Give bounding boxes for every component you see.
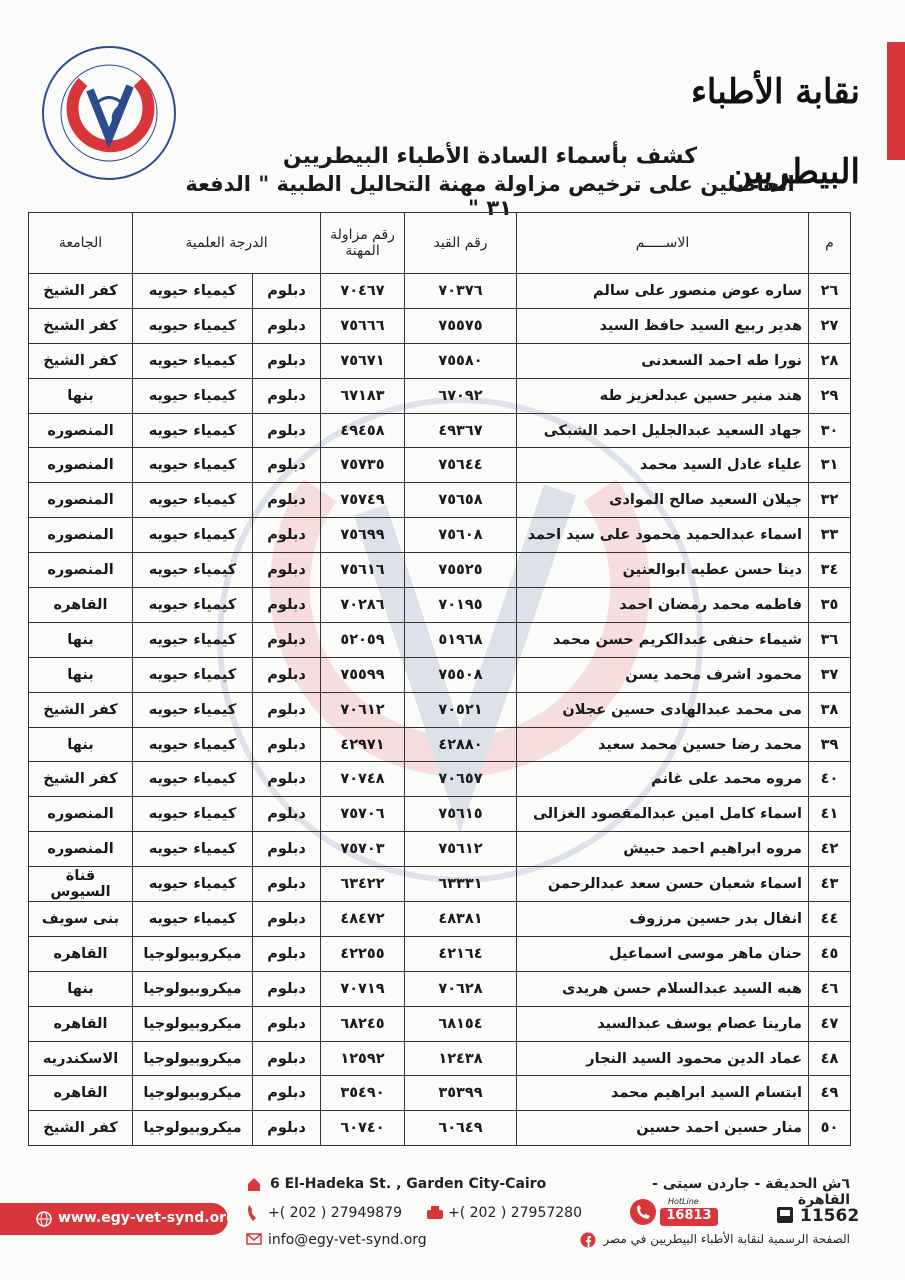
row-license-number: ١٢٥٩٢ — [321, 1041, 405, 1076]
col-header-reg: رقم القيد — [405, 213, 517, 274]
row-university: المنصوره — [29, 553, 133, 588]
table-row — [29, 692, 851, 727]
table-row — [29, 553, 851, 588]
row-number: ٣٣ — [809, 518, 851, 553]
row-name: جيلان السعيد صالح الموادى — [517, 483, 809, 518]
fax-number[interactable]: +( 202 ) 27957280 — [448, 1205, 582, 1221]
row-university: القاهره — [29, 936, 133, 971]
row-license-number: ٤٩٤٥٨ — [321, 413, 405, 448]
row-license-number: ٤٢٢٥٥ — [321, 936, 405, 971]
table-row — [29, 413, 851, 448]
row-degree: دبلوم — [253, 483, 321, 518]
website-link[interactable]: www.egy-vet-synd.org — [58, 1210, 237, 1226]
row-university: القاهره — [29, 588, 133, 623]
row-registration-number: ٧٥٥٨٠ — [405, 343, 517, 378]
address-en: 6 El-Hadeka St. , Garden City-Cairo — [270, 1176, 547, 1192]
hotline-phone-icon — [628, 1197, 658, 1227]
row-degree: دبلوم — [253, 274, 321, 309]
col-header-license: رقم مزاولة المهنة — [321, 213, 405, 274]
row-degree: دبلوم — [253, 657, 321, 692]
row-registration-number: ٧٥٦١٥ — [405, 797, 517, 832]
row-degree: دبلوم — [253, 448, 321, 483]
row-registration-number: ٥١٩٦٨ — [405, 622, 517, 657]
row-university: بنها — [29, 971, 133, 1006]
row-university: بنها — [29, 657, 133, 692]
hotline-label: HotLine — [668, 1197, 699, 1206]
row-name: منار حسين احمد حسين — [517, 1111, 809, 1146]
table-row — [29, 622, 851, 657]
row-specialty: كيمياء حيويه — [133, 832, 253, 867]
row-degree: دبلوم — [253, 622, 321, 657]
document-heading: كشف بأسماء السادة الأطباء البيطريين — [282, 144, 698, 169]
row-number: ٢٨ — [809, 343, 851, 378]
row-degree: دبلوم — [253, 343, 321, 378]
row-license-number: ٧٥٧٠٣ — [321, 832, 405, 867]
row-number: ٤٧ — [809, 1006, 851, 1041]
row-license-number: ٧٠٤٦٧ — [321, 274, 405, 309]
row-registration-number: ٦٨١٥٤ — [405, 1006, 517, 1041]
row-university: كفر الشيخ — [29, 762, 133, 797]
col-header-university: الجامعة — [29, 213, 133, 274]
row-name: اسماء كامل امين عبدالمقصود الغزالى — [517, 797, 809, 832]
table-row — [29, 902, 851, 937]
row-number: ٤٥ — [809, 936, 851, 971]
row-number: ٣٧ — [809, 657, 851, 692]
row-number: ٤٩ — [809, 1076, 851, 1111]
row-specialty: كيمياء حيويه — [133, 274, 253, 309]
row-name: هند منير حسين عبدلعزيز طه — [517, 378, 809, 413]
row-license-number: ٦٨٢٤٥ — [321, 1006, 405, 1041]
table-row — [29, 1041, 851, 1076]
short-number-icon — [776, 1206, 794, 1224]
row-degree: دبلوم — [253, 378, 321, 413]
row-license-number: ٧٥٧٤٩ — [321, 483, 405, 518]
row-specialty: كيمياء حيويه — [133, 797, 253, 832]
row-degree: دبلوم — [253, 936, 321, 971]
row-registration-number: ٦٧٠٩٢ — [405, 378, 517, 413]
row-specialty: كيمياء حيويه — [133, 413, 253, 448]
row-name: نورا طه احمد السعدنى — [517, 343, 809, 378]
row-specialty: كيمياء حيويه — [133, 378, 253, 413]
mail-icon — [246, 1233, 262, 1245]
table-row — [29, 867, 851, 902]
row-university: المنصوره — [29, 797, 133, 832]
row-license-number: ٦٧١٨٣ — [321, 378, 405, 413]
row-specialty: كيمياء حيويه — [133, 762, 253, 797]
phone-number[interactable]: +( 202 ) 27949879 — [268, 1205, 402, 1221]
row-license-number: ٦٣٤٢٢ — [321, 867, 405, 902]
row-license-number: ٧٥٦٩٩ — [321, 518, 405, 553]
row-specialty: ميكروبيولوجيا — [133, 1006, 253, 1041]
home-icon — [246, 1176, 262, 1192]
row-university: الاسكندريه — [29, 1041, 133, 1076]
table-row — [29, 1111, 851, 1146]
table-row — [29, 378, 851, 413]
row-name: هبه السيد عبدالسلام حسن هريدى — [517, 971, 809, 1006]
row-specialty: كيمياء حيويه — [133, 692, 253, 727]
table-row — [29, 727, 851, 762]
table-row — [29, 657, 851, 692]
row-license-number: ٥٢٠٥٩ — [321, 622, 405, 657]
red-accent-strip — [887, 42, 905, 160]
row-degree: دبلوم — [253, 762, 321, 797]
row-university: المنصوره — [29, 832, 133, 867]
row-registration-number: ٧٥٦٥٨ — [405, 483, 517, 518]
row-number: ٣٦ — [809, 622, 851, 657]
row-number: ٢٧ — [809, 308, 851, 343]
table-row — [29, 483, 851, 518]
row-name: انفال بدر حسين مرزوف — [517, 902, 809, 937]
address-ar: ٦ش الحديقة - جاردن سيتى - القاهرة — [652, 1176, 850, 1208]
table-row — [29, 797, 851, 832]
facebook-page-text[interactable]: الصفحة الرسمية لنقابة الأطباء البيطريين في مصر — [603, 1232, 850, 1246]
row-license-number: ٤٨٤٧٢ — [321, 902, 405, 937]
row-registration-number: ٧٥٥٢٥ — [405, 553, 517, 588]
row-degree: دبلوم — [253, 518, 321, 553]
row-university: بنها — [29, 622, 133, 657]
col-header-num: م — [809, 213, 851, 274]
row-name: عماد الدين محمود السيد النجار — [517, 1041, 809, 1076]
row-specialty: كيمياء حيويه — [133, 343, 253, 378]
row-registration-number: ٦٠٦٤٩ — [405, 1111, 517, 1146]
row-specialty: كيمياء حيويه — [133, 727, 253, 762]
row-license-number: ٧٠٧٤٨ — [321, 762, 405, 797]
row-degree: دبلوم — [253, 413, 321, 448]
row-name: اسماء عبدالحميد محمود على سيد احمد — [517, 518, 809, 553]
row-specialty: كيمياء حيويه — [133, 483, 253, 518]
row-name: مروه ابراهيم احمد حبيش — [517, 832, 809, 867]
row-license-number: ٣٥٤٩٠ — [321, 1076, 405, 1111]
row-degree: دبلوم — [253, 971, 321, 1006]
row-name: مارينا عصام يوسف عبدالسيد — [517, 1006, 809, 1041]
row-specialty: ميكروبيولوجيا — [133, 1041, 253, 1076]
row-registration-number: ٣٥٣٩٩ — [405, 1076, 517, 1111]
row-registration-number: ٧٠١٩٥ — [405, 588, 517, 623]
row-number: ٣٤ — [809, 553, 851, 588]
row-number: ٤٠ — [809, 762, 851, 797]
row-name: حنان ماهر موسى اسماعيل — [517, 936, 809, 971]
row-registration-number: ٤٢٨٨٠ — [405, 727, 517, 762]
row-specialty: كيمياء حيويه — [133, 588, 253, 623]
row-registration-number: ٧٥٦٠٨ — [405, 518, 517, 553]
row-university: المنصوره — [29, 413, 133, 448]
row-number: ٣٨ — [809, 692, 851, 727]
row-degree: دبلوم — [253, 1006, 321, 1041]
row-specialty: كيمياء حيويه — [133, 622, 253, 657]
row-license-number: ٧٥٧٣٥ — [321, 448, 405, 483]
table-row — [29, 518, 851, 553]
row-degree: دبلوم — [253, 902, 321, 937]
table-row — [29, 588, 851, 623]
row-university: قناة السيوس — [29, 867, 133, 902]
row-specialty: ميكروبيولوجيا — [133, 1076, 253, 1111]
hotline-number[interactable]: 16813 — [660, 1208, 718, 1226]
row-registration-number: ٤٨٣٨١ — [405, 902, 517, 937]
table-row — [29, 308, 851, 343]
row-university: القاهره — [29, 1076, 133, 1111]
row-degree: دبلوم — [253, 1076, 321, 1111]
row-degree: دبلوم — [253, 1111, 321, 1146]
row-registration-number: ٧٥٦٤٤ — [405, 448, 517, 483]
row-number: ٥٠ — [809, 1111, 851, 1146]
row-university: كفر الشيخ — [29, 343, 133, 378]
short-number[interactable]: 11562 — [800, 1206, 860, 1226]
row-university: بنى سويف — [29, 902, 133, 937]
row-name: ابتسام السيد ابراهيم محمد — [517, 1076, 809, 1111]
row-license-number: ٧٥٧٠٦ — [321, 797, 405, 832]
row-degree: دبلوم — [253, 1041, 321, 1076]
row-registration-number: ٤٩٣٦٧ — [405, 413, 517, 448]
row-number: ٣٥ — [809, 588, 851, 623]
row-specialty: كيمياء حيويه — [133, 657, 253, 692]
row-university: كفر الشيخ — [29, 308, 133, 343]
row-number: ٣٠ — [809, 413, 851, 448]
row-registration-number: ٧٥٥٧٥ — [405, 308, 517, 343]
row-number: ٣٩ — [809, 727, 851, 762]
row-registration-number: ٧٠٦٥٧ — [405, 762, 517, 797]
row-name: فاطمه محمد رمضان احمد — [517, 588, 809, 623]
row-name: هدير ربيع السيد حافظ السيد — [517, 308, 809, 343]
row-specialty: كيمياء حيويه — [133, 553, 253, 588]
table-row — [29, 448, 851, 483]
facebook-icon — [580, 1232, 596, 1248]
row-registration-number: ٧٠٥٢١ — [405, 692, 517, 727]
row-name: اسماء شعبان حسن سعد عبدالرحمن — [517, 867, 809, 902]
table-row — [29, 343, 851, 378]
row-registration-number: ٦٣٣٣١ — [405, 867, 517, 902]
row-name: ساره عوض منصور على سالم — [517, 274, 809, 309]
row-university: كفر الشيخ — [29, 1111, 133, 1146]
row-specialty: كيمياء حيويه — [133, 308, 253, 343]
row-degree: دبلوم — [253, 832, 321, 867]
syndicate-logo — [38, 42, 180, 184]
table-row — [29, 274, 851, 309]
table-row — [29, 1076, 851, 1111]
row-registration-number: ٤٢١٦٤ — [405, 936, 517, 971]
row-license-number: ٧٥٦٦٦ — [321, 308, 405, 343]
row-license-number: ٤٢٩٧١ — [321, 727, 405, 762]
row-university: كفر الشيخ — [29, 692, 133, 727]
document-subheading: الحاصلين على ترخيص مزاولة مهنة التحاليل الطبية " الدفعة ٣١ " — [185, 172, 795, 220]
row-name: دينا حسن عطيه ابوالعنين — [517, 553, 809, 588]
row-university: المنصوره — [29, 448, 133, 483]
row-degree: دبلوم — [253, 797, 321, 832]
row-license-number: ٧٠٢٨٦ — [321, 588, 405, 623]
email-link[interactable]: info@egy-vet-synd.org — [268, 1232, 427, 1248]
row-university: بنها — [29, 727, 133, 762]
row-specialty: ميكروبيولوجيا — [133, 936, 253, 971]
row-registration-number: ٧٥٥٠٨ — [405, 657, 517, 692]
row-number: ٤٦ — [809, 971, 851, 1006]
table-row — [29, 762, 851, 797]
row-university: المنصوره — [29, 518, 133, 553]
row-registration-number: ٧٠٦٢٨ — [405, 971, 517, 1006]
row-name: مروه محمد على غانم — [517, 762, 809, 797]
row-license-number: ٧٥٦١٦ — [321, 553, 405, 588]
row-number: ٢٩ — [809, 378, 851, 413]
row-name: مى محمد عبدالهادى حسين عجلان — [517, 692, 809, 727]
col-header-name: الاســـــم — [517, 213, 809, 274]
table-row — [29, 1006, 851, 1041]
row-university: القاهره — [29, 1006, 133, 1041]
row-number: ٣٢ — [809, 483, 851, 518]
row-university: المنصوره — [29, 483, 133, 518]
row-number: ٢٦ — [809, 274, 851, 309]
row-number: ٤١ — [809, 797, 851, 832]
row-number: ٣١ — [809, 448, 851, 483]
table-row — [29, 832, 851, 867]
row-license-number: ٦٠٧٤٠ — [321, 1111, 405, 1146]
col-header-degree: الدرجة العلمية — [133, 213, 321, 274]
row-number: ٤٨ — [809, 1041, 851, 1076]
row-university: بنها — [29, 378, 133, 413]
row-specialty: كيمياء حيويه — [133, 518, 253, 553]
syndicate-title: نقابة الأطباء البيطريين — [690, 72, 860, 192]
row-university: كفر الشيخ — [29, 274, 133, 309]
row-degree: دبلوم — [253, 867, 321, 902]
row-license-number: ٧٠٧١٩ — [321, 971, 405, 1006]
table-header-row — [29, 213, 851, 274]
row-degree: دبلوم — [253, 308, 321, 343]
row-license-number: ٧٥٦٧١ — [321, 343, 405, 378]
row-degree: دبلوم — [253, 588, 321, 623]
globe-icon — [36, 1211, 52, 1227]
fax-icon — [426, 1205, 444, 1221]
row-specialty: كيمياء حيويه — [133, 448, 253, 483]
row-degree: دبلوم — [253, 692, 321, 727]
table-row — [29, 936, 851, 971]
table-row — [29, 971, 851, 1006]
row-number: ٤٢ — [809, 832, 851, 867]
row-name: شيماء حنفى عبدالكريم حسن محمد — [517, 622, 809, 657]
phone-icon — [246, 1204, 260, 1222]
row-registration-number: ٧٥٦١٢ — [405, 832, 517, 867]
row-name: محمد رضا حسين محمد سعيد — [517, 727, 809, 762]
row-number: ٤٤ — [809, 902, 851, 937]
row-name: علياء عادل السيد محمد — [517, 448, 809, 483]
row-specialty: ميكروبيولوجيا — [133, 1111, 253, 1146]
row-number: ٤٣ — [809, 867, 851, 902]
row-name: محمود اشرف محمد يسن — [517, 657, 809, 692]
row-specialty: كيمياء حيويه — [133, 867, 253, 902]
row-name: جهاد السعيد عبدالجليل احمد الشبكى — [517, 413, 809, 448]
row-registration-number: ٧٠٣٧٦ — [405, 274, 517, 309]
row-specialty: كيمياء حيويه — [133, 902, 253, 937]
row-registration-number: ١٢٤٣٨ — [405, 1041, 517, 1076]
licensee-table — [28, 212, 851, 1146]
row-degree: دبلوم — [253, 553, 321, 588]
row-license-number: ٧٠٦١٢ — [321, 692, 405, 727]
row-license-number: ٧٥٥٩٩ — [321, 657, 405, 692]
row-specialty: ميكروبيولوجيا — [133, 971, 253, 1006]
row-degree: دبلوم — [253, 727, 321, 762]
